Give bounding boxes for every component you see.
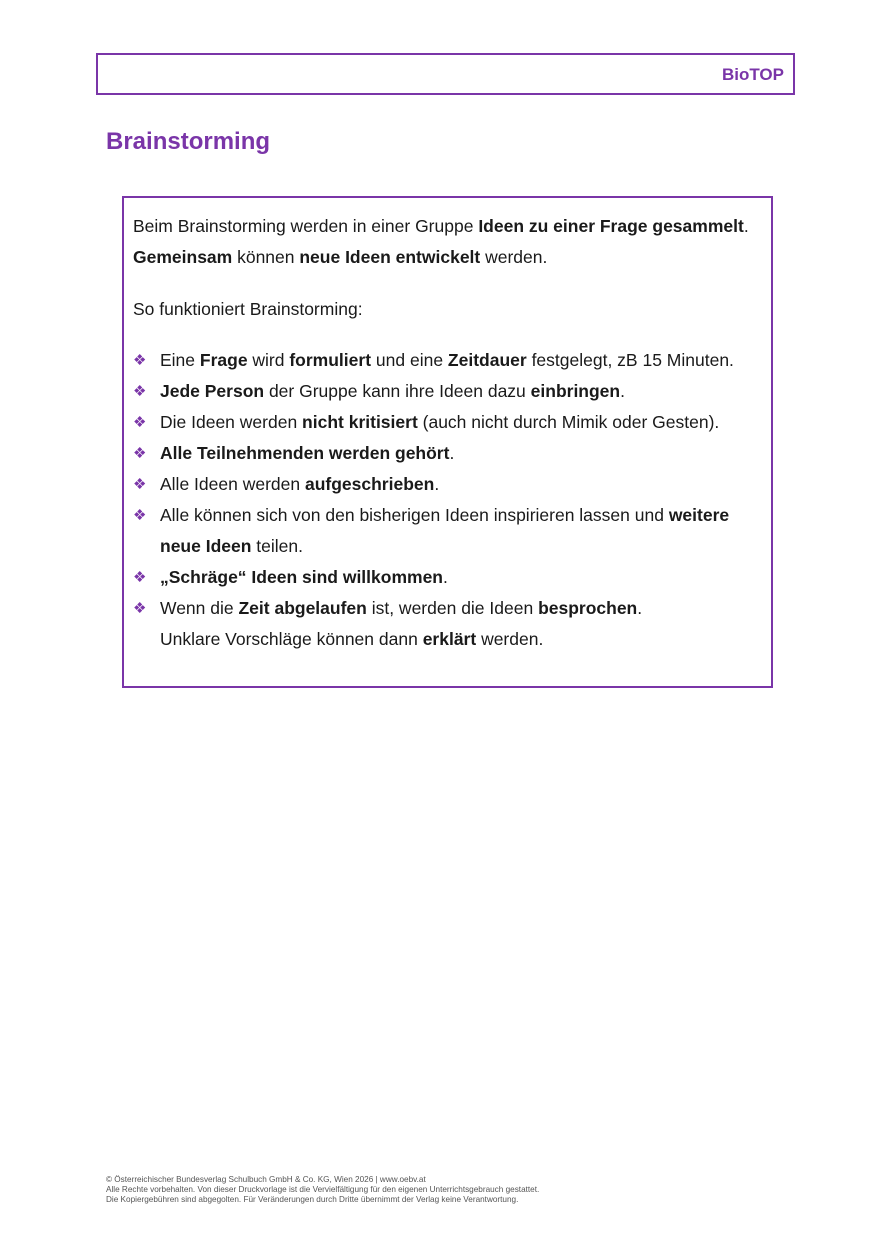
footer-line: Die Kopiergebühren sind abgegolten. Für Veränderungen durch Dritte übernimmt der Verlag keine Verantwortung. [106,1195,519,1204]
four-diamond-bullet-icon: ❖ [133,445,147,462]
four-diamond-bullet-icon: ❖ [133,414,147,431]
footer-line: Alle Rechte vorbehalten. Von dieser Druckvorlage ist die Vervielfältigung für den eigenen Unterrichtsgebrauch gestattet. [106,1185,540,1194]
copyright-footer [106,1175,539,1205]
header-bar [96,53,795,95]
intro-text-3: können [232,247,300,267]
howto-heading: So funktioniert Brainstorming: [133,299,363,319]
four-diamond-bullet-icon: ❖ [133,352,147,369]
list-item: ❖ Jede Person der Gruppe kann ihre Ideen dazu einbringen. [133,376,763,407]
rules-list [133,345,763,655]
list-item: ❖ Alle können sich von den bisherigen Ideen inspirieren lassen und weitere neue Ideen teilen. [133,500,763,562]
brand-logo-text: BioTOP [721,65,784,84]
list-item: ❖ Eine Frage wird formuliert und eine Zeitdauer festgelegt, zB 15 Minuten. [133,345,763,376]
intro-text-2: . [743,216,749,236]
intro-bold-3: neue Ideen entwickelt [299,247,481,267]
intro-paragraph [133,211,753,273]
list-item: ❖ Alle Ideen werden aufgeschrieben. [133,469,763,500]
list-item: ❖ Alle Teilnehmenden werden gehört. [133,438,763,469]
info-box [122,196,773,688]
four-diamond-bullet-icon: ❖ [133,383,147,400]
four-diamond-bullet-icon: ❖ [133,569,147,586]
list-item: ❖ Wenn die Zeit abgelaufen ist, werden die Ideen besprochen. Unklare Vorschläge können dann erklärt werden. [133,593,763,655]
page-title: Brainstorming [106,128,271,155]
intro-text-1: Beim Brainstorming werden in einer Gruppe [133,216,479,236]
four-diamond-bullet-icon: ❖ [133,600,147,617]
footer-line: © Österreichischer Bundesverlag Schulbuch GmbH & Co. KG, Wien 2026 | www.oebv.at [106,1175,426,1184]
intro-text-4: werden. [480,247,548,267]
list-item: ❖ „Schräge“ Ideen sind willkommen. [133,562,763,593]
intro-bold-1: Ideen zu einer Frage gesammelt [478,216,744,236]
intro-bold-2: Gemeinsam [133,247,233,267]
four-diamond-bullet-icon: ❖ [133,507,147,524]
four-diamond-bullet-icon: ❖ [133,476,147,493]
list-item: ❖ Die Ideen werden nicht kritisiert (auch nicht durch Mimik oder Gesten). [133,407,763,438]
